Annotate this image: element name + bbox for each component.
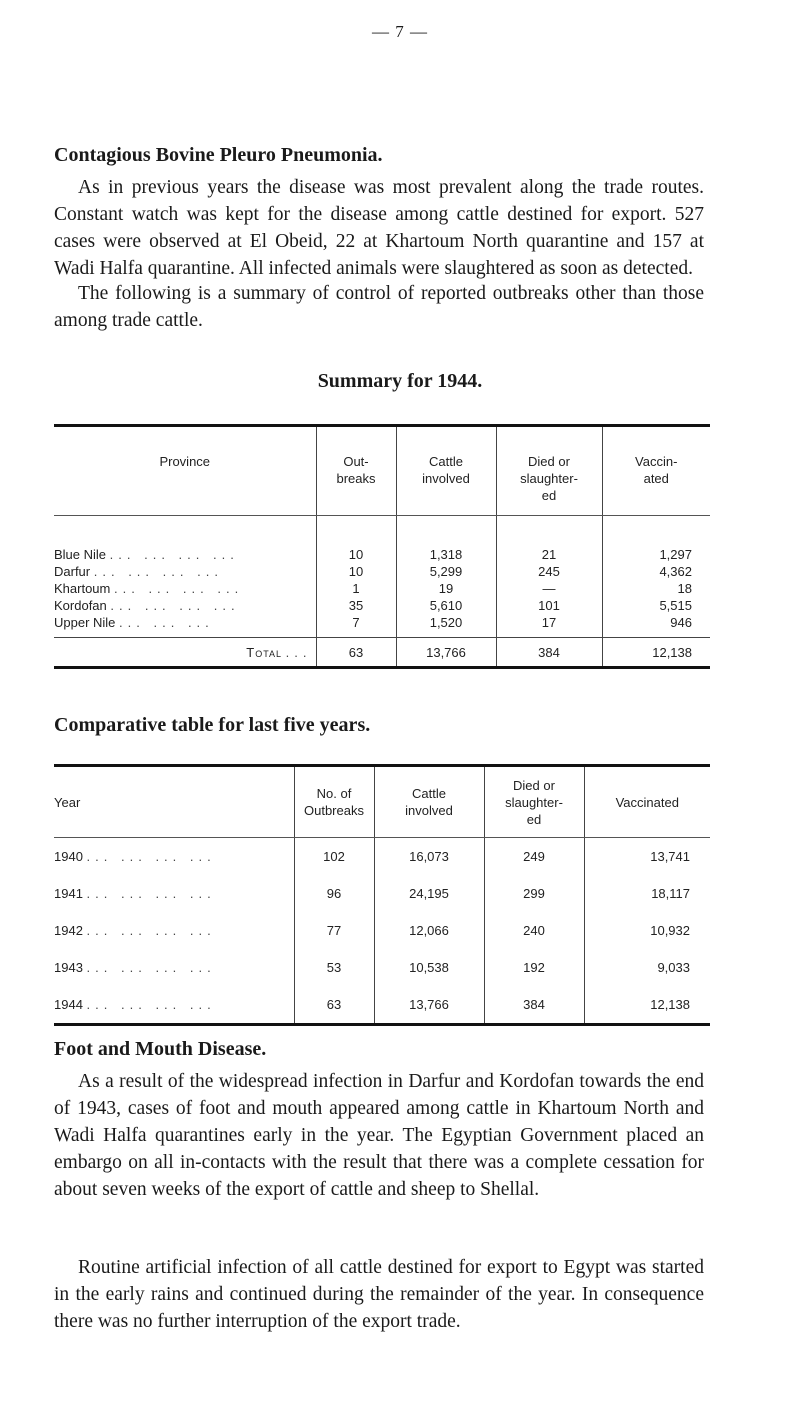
- header-outbreaks-label: No. of Outbreaks: [304, 786, 364, 818]
- total-outbreaks-cell: 63: [316, 638, 396, 668]
- cattle-cell: 24,195: [374, 875, 484, 912]
- table-row: [54, 949, 710, 986]
- cattle-cell: 19: [396, 580, 496, 597]
- died-cell: 192: [484, 949, 584, 986]
- outbreaks-cell: 7: [316, 614, 396, 638]
- province-name: Kordofan: [54, 598, 107, 613]
- year-label: 1942: [54, 923, 83, 938]
- header-year: [54, 766, 294, 838]
- died-cell: —: [496, 580, 602, 597]
- header-outbreaks: [294, 766, 374, 838]
- summary-header-row: [54, 426, 710, 516]
- province-name: Upper Nile: [54, 615, 116, 630]
- header-cattle: [374, 766, 484, 838]
- cattle-cell: 1,520: [396, 614, 496, 638]
- table-row: [54, 838, 710, 876]
- leader-dots: ... ... ... ...: [114, 581, 244, 596]
- table-row: [54, 563, 710, 580]
- paragraph-fmd-routine: Routine artificial infection of all cattle destined for export to Egypt was started in the early rains and continued during the remainder of the year. In consequence there was no further interruption of the export trade.: [54, 1257, 704, 1332]
- vaccinated-cell: 1,297: [602, 546, 710, 563]
- cattle-cell: 13,766: [374, 986, 484, 1025]
- page-number: — 7 —: [372, 22, 428, 41]
- table-row: [54, 597, 710, 614]
- header-province-label: Province: [159, 454, 211, 469]
- outbreaks-cell: 35: [316, 597, 396, 614]
- died-cell: 384: [484, 986, 584, 1025]
- vaccinated-cell: 18: [602, 580, 710, 597]
- cattle-cell: 12,066: [374, 912, 484, 949]
- outbreaks-cell: 10: [316, 563, 396, 580]
- header-vaccinated-label: Vaccinated: [615, 794, 679, 810]
- total-died-cell: 384: [496, 638, 602, 668]
- comparative-header-row: [54, 766, 710, 838]
- total-label: Total: [246, 644, 283, 660]
- leader-dots: ...: [285, 644, 312, 660]
- vaccinated-cell: 12,138: [584, 986, 710, 1025]
- leader-dots: ... ... ... ...: [110, 598, 240, 613]
- total-cattle-cell: 13,766: [396, 638, 496, 668]
- province-name: Darfur: [54, 564, 91, 579]
- vaccinated-cell: 13,741: [584, 838, 710, 876]
- header-cattle-label: Cattle involved: [405, 786, 453, 818]
- table-spacer-row: [54, 516, 710, 547]
- section-heading-cbpp: Contagious Bovine Pleuro Pneumonia.: [54, 144, 383, 166]
- header-cattle-label: Cattle involved: [422, 454, 470, 486]
- vaccinated-cell: 5,515: [602, 597, 710, 614]
- paragraph-cbpp-summary-intro: The following is a summary of control of reported outbreaks other than those among trade cattle.: [54, 283, 704, 331]
- table-row: [54, 912, 710, 949]
- header-died-label: Died or slaughter- ed: [505, 777, 563, 827]
- leader-dots: ... ... ... ...: [86, 849, 216, 864]
- table-row: [54, 875, 710, 912]
- vaccinated-cell: 10,932: [584, 912, 710, 949]
- outbreaks-cell: 63: [294, 986, 374, 1025]
- province-name: Blue Nile: [54, 547, 107, 562]
- table-row: [54, 614, 710, 638]
- leader-dots: ... ... ... ...: [86, 960, 216, 975]
- header-outbreaks: [316, 426, 396, 516]
- leader-dots: ... ... ... ...: [109, 547, 239, 562]
- vaccinated-cell: 9,033: [584, 949, 710, 986]
- header-province: [54, 426, 316, 516]
- header-year-label: Year: [54, 794, 81, 810]
- vaccinated-cell: 4,362: [602, 563, 710, 580]
- outbreaks-cell: 96: [294, 875, 374, 912]
- cattle-cell: 16,073: [374, 838, 484, 876]
- comparative-table: [54, 764, 710, 1026]
- section-heading-fmd: Foot and Mouth Disease.: [54, 1038, 267, 1060]
- outbreaks-cell: 53: [294, 949, 374, 986]
- outbreaks-cell: 1: [316, 580, 396, 597]
- header-cattle: [396, 426, 496, 516]
- header-died: [484, 766, 584, 838]
- header-vaccinated: [602, 426, 710, 516]
- header-vaccinated-label: Vaccin- ated: [635, 454, 678, 486]
- died-cell: 21: [496, 546, 602, 563]
- leader-dots: ... ... ...: [119, 615, 214, 630]
- total-vaccinated-cell: 12,138: [602, 638, 710, 668]
- died-cell: 299: [484, 875, 584, 912]
- table-row: [54, 546, 710, 563]
- year-label: 1943: [54, 960, 83, 975]
- died-cell: 240: [484, 912, 584, 949]
- paragraph-fmd-outbreak: As a result of the widespread infection in Darfur and Kordofan towards the end of 1943, cases of foot and mouth appeared among cattle in Khartoum North and Wadi Halfa quarantines early in the year. The Egyptian Government placed an embargo on all in-contacts with the result that there was a complete cessation for about seven weeks of the export of cattle and sheep to Shellal.: [54, 1071, 704, 1200]
- comparative-table-caption: Comparative table for last five years.: [54, 714, 371, 736]
- outbreaks-cell: 10: [316, 546, 396, 563]
- total-row: [54, 638, 710, 668]
- cattle-cell: 5,610: [396, 597, 496, 614]
- vaccinated-cell: 946: [602, 614, 710, 638]
- year-label: 1940: [54, 849, 83, 864]
- header-vaccinated: [584, 766, 710, 838]
- vaccinated-cell: 18,117: [584, 875, 710, 912]
- outbreaks-cell: 102: [294, 838, 374, 876]
- cattle-cell: 10,538: [374, 949, 484, 986]
- year-label: 1941: [54, 886, 83, 901]
- province-name: Khartoum: [54, 581, 111, 596]
- died-cell: 249: [484, 838, 584, 876]
- leader-dots: ... ... ... ...: [93, 564, 223, 579]
- table-row: [54, 986, 710, 1025]
- leader-dots: ... ... ... ...: [86, 997, 216, 1012]
- summary-table-caption: Summary for 1944.: [317, 370, 483, 392]
- paragraph-cbpp-intro: As in previous years the disease was most prevalent along the trade routes. Constant watch was kept for the disease among cattle destined for export. 527 cases were observed at El Obeid, 22 at Khartoum North quarantine and 157 at Wadi Halfa quarantine. All infected animals were slaughtered as soon as detected.: [54, 177, 704, 279]
- cattle-cell: 5,299: [396, 563, 496, 580]
- died-cell: 101: [496, 597, 602, 614]
- year-label: 1944: [54, 997, 83, 1012]
- summary-table: [54, 424, 710, 669]
- leader-dots: ... ... ... ...: [86, 923, 216, 938]
- header-died: [496, 426, 602, 516]
- table-row: [54, 580, 710, 597]
- header-outbreaks-label: Out- breaks: [336, 454, 376, 486]
- leader-dots: ... ... ... ...: [86, 886, 216, 901]
- outbreaks-cell: 77: [294, 912, 374, 949]
- died-cell: 245: [496, 563, 602, 580]
- header-died-label: Died or slaughter- ed: [520, 454, 578, 503]
- died-cell: 17: [496, 614, 602, 638]
- cattle-cell: 1,318: [396, 546, 496, 563]
